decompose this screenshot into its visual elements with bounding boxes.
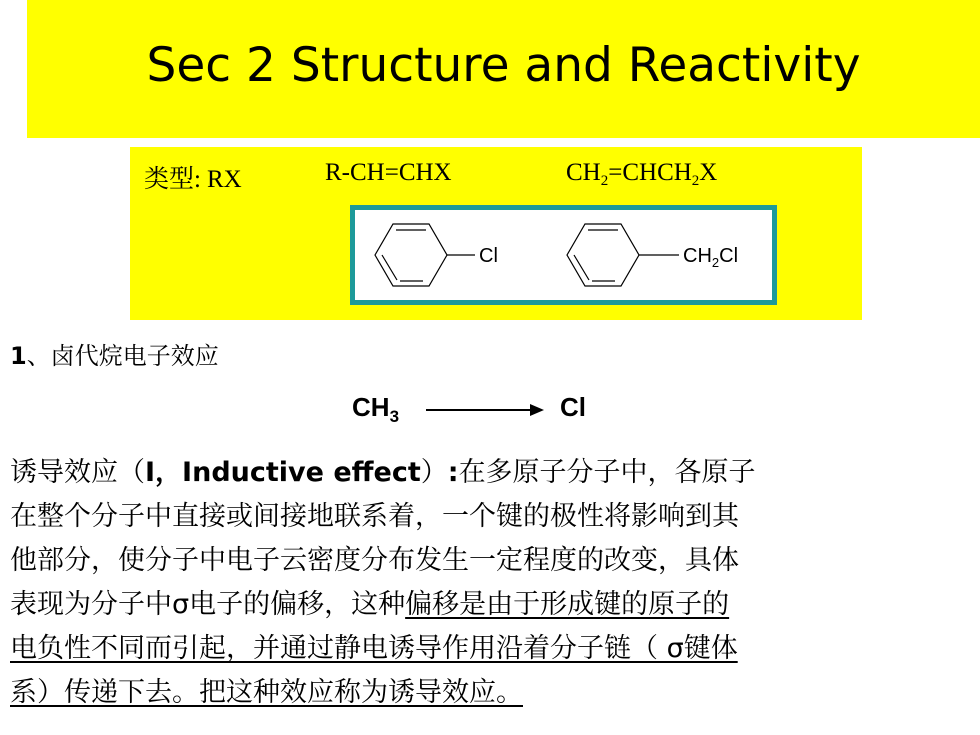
- para-line-4: [10, 583, 970, 627]
- section-number: 1: [10, 342, 27, 370]
- title-banner: [27, 0, 980, 138]
- inductive-formula: [352, 392, 652, 432]
- methyl-subscript: 3: [389, 407, 400, 426]
- type-allyl-part-a: CH: [566, 159, 601, 186]
- para-line-2: 在整个分子中直接或间接地联系着，一个键的极性将影响到其: [10, 501, 739, 532]
- chloromethyl-substituent: $CH_2Cl$: [683, 245, 739, 270]
- type-rx-text: RX: [206, 166, 242, 193]
- type-allyl-halide: [566, 159, 717, 190]
- section-heading: [10, 336, 219, 371]
- benzene-structures-svg: [355, 210, 772, 300]
- benzyl-chloride-structure: [567, 224, 679, 286]
- compound-types-box: [130, 147, 862, 320]
- chloro-substituent: Cl: [479, 245, 498, 267]
- para-term-open: 诱导效应（: [10, 457, 145, 488]
- methyl-text: CH: [352, 392, 390, 422]
- type-allyl-sub1: 2: [600, 173, 609, 189]
- type-allyl-part-b: =CHCH: [608, 159, 692, 186]
- type-vinyl-halide: R-CH=CHX: [325, 159, 452, 186]
- para-term-close: ）: [420, 457, 448, 488]
- para-line-1: [10, 451, 970, 495]
- para-term-english: I，Inductive effect: [145, 457, 421, 488]
- type-allyl-part-c: X: [699, 159, 718, 186]
- para-line-6: 系）传递下去。把这种效应称为诱导效应。: [10, 677, 523, 708]
- structures-frame: [350, 205, 777, 305]
- slide-title: Sec 2 Structure and Reactivity: [146, 38, 861, 93]
- type-rx: [144, 159, 242, 195]
- section-title: 、卤代烷电子效应: [26, 342, 219, 370]
- types-label: 类型:: [144, 166, 201, 193]
- para-line-5: 电负性不同而引起，并通过静电诱导作用沿着分子链（ σ键体: [10, 633, 738, 664]
- para-line-4-plain: 表现为分子中σ电子的偏移，这种: [10, 589, 406, 620]
- methyl-group: [352, 392, 399, 427]
- para-line-1-rest: 在多原子分子中，各原子: [458, 457, 756, 488]
- para-line-4-underlined: 偏移是由于形成键的原子的: [405, 589, 730, 620]
- para-line-3: 他部分，使分子中电子云密度分布发生一定程度的改变，具体: [10, 545, 739, 576]
- inductive-effect-paragraph: [10, 451, 970, 715]
- arrow-icon: [426, 400, 546, 420]
- chlorobenzene-structure: [375, 224, 475, 286]
- chlorine-atom: Cl: [560, 392, 586, 422]
- para-colon: :: [447, 457, 459, 488]
- type-allyl-sub2: 2: [691, 173, 700, 189]
